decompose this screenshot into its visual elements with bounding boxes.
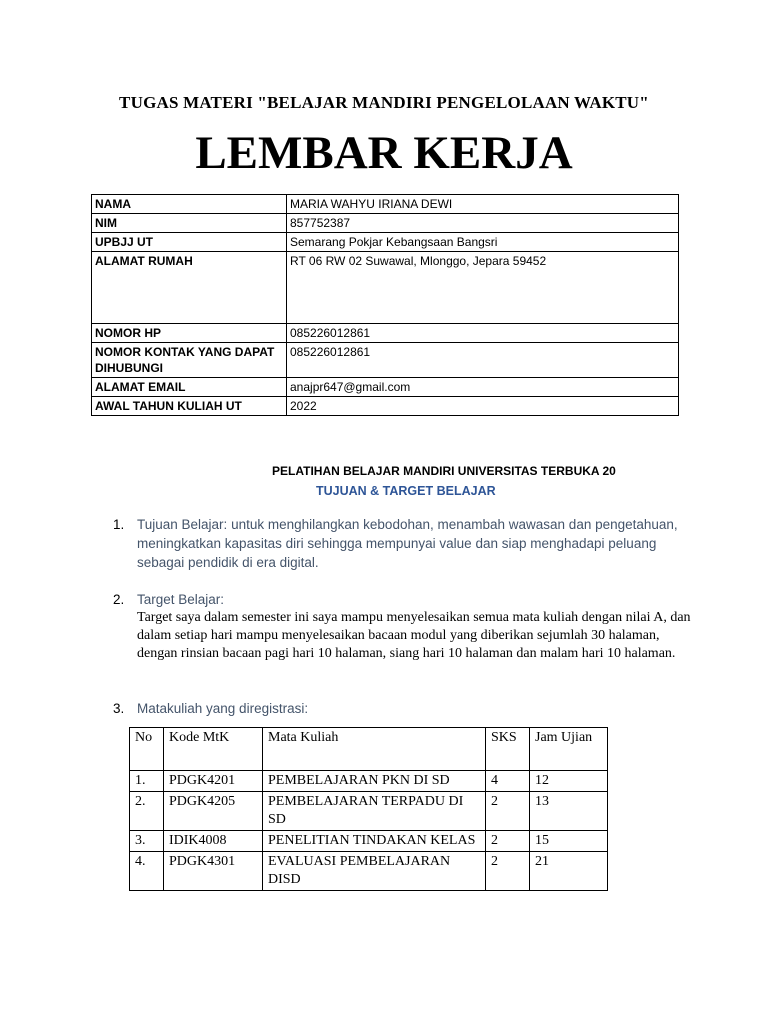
column-header-kode: Kode MtK — [164, 728, 263, 771]
table-row — [130, 792, 608, 831]
list-label: Target Belajar: — [137, 592, 225, 607]
profile-row-nama — [92, 195, 679, 214]
document-subtitle: TUGAS MATERI "BELAJAR MANDIRI PENGELOLAAN WAKTU" — [119, 93, 649, 112]
profile-label: NIM — [92, 214, 287, 233]
table-row — [130, 831, 608, 852]
profile-row-nomor-kontak — [92, 343, 679, 378]
table-header-row — [130, 728, 608, 771]
section-heading: PELATIHAN BELAJAR MANDIRI UNIVERSITAS TERBUKA 20 — [272, 464, 616, 478]
list-item-matakuliah — [113, 699, 703, 719]
list-item-tujuan — [113, 515, 703, 575]
profile-label: ALAMAT EMAIL — [92, 378, 287, 397]
profile-row-alamat-email — [92, 378, 679, 397]
document-title: LEMBAR KERJA — [195, 127, 573, 179]
table-row — [130, 771, 608, 792]
column-header-no: No — [130, 728, 164, 771]
column-header-mata-kuliah: Mata Kuliah — [263, 728, 486, 771]
list-label: Matakuliah yang diregistrasi: — [137, 701, 309, 716]
list-text: Target saya dalam semester ini saya mampu menyelesaikan semua mata kuliah dengan nilai A, dan dalam setiap hari mampu menyelesaikan bacaan modul yang diberikan sejumlah 30 halaman, dengan rinsian bacaan pagi hari 10 halaman, siang hari 10 halaman dan malam hari 10 halaman. — [137, 610, 691, 661]
cell-no: 3. — [130, 831, 164, 852]
profile-value: 085226012861 — [287, 324, 679, 343]
list-body — [137, 699, 697, 718]
profile-row-nomor-hp — [92, 324, 679, 343]
profile-row-upbjj — [92, 233, 679, 252]
profile-label: NOMOR KONTAK YANG DAPAT DIHUBUNGI — [92, 343, 287, 378]
profile-value: 085226012861 — [287, 343, 679, 378]
list-text: untuk menghilangkan kebodohan, menambah wawasan dan pengetahuan, meningkatkan kapasitas diri sehingga mempunyai value dan siap menghadapi peluang sebagai pendidik di era digital. — [137, 517, 678, 570]
cell-no: 1. — [130, 771, 164, 792]
cell-sks: 2 — [486, 852, 530, 891]
list-body — [137, 590, 697, 663]
profile-value: MARIA WAHYU IRIANA DEWI — [287, 195, 679, 214]
cell-mata-kuliah: PEMBELAJARAN TERPADU DI SD — [263, 792, 486, 831]
cell-mata-kuliah: PENELITIAN TINDAKAN KELAS — [263, 831, 486, 852]
profile-label: UPBJJ UT — [92, 233, 287, 252]
profile-row-nim — [92, 214, 679, 233]
profile-value: anajpr647@gmail.com — [287, 378, 679, 397]
courses-table — [129, 727, 608, 891]
profile-value: Semarang Pokjar Kebangsaan Bangsri — [287, 233, 679, 252]
profile-value: 2022 — [287, 397, 679, 416]
table-row — [130, 852, 608, 891]
profile-row-awal-tahun — [92, 397, 679, 416]
cell-kode: PDGK4201 — [164, 771, 263, 792]
profile-value: 857752387 — [287, 214, 679, 233]
cell-kode: PDGK4205 — [164, 792, 263, 831]
cell-mata-kuliah: PEMBELAJARAN PKN DI SD — [263, 771, 486, 792]
column-header-sks: SKS — [486, 728, 530, 771]
list-number: 2. — [113, 592, 125, 607]
cell-jam-ujian: 13 — [530, 792, 608, 831]
cell-no: 2. — [130, 792, 164, 831]
profile-row-alamat-rumah — [92, 252, 679, 324]
profile-table — [91, 194, 679, 416]
cell-kode: IDIK4008 — [164, 831, 263, 852]
section-subheading: TUJUAN & TARGET BELAJAR — [316, 484, 496, 498]
profile-label: NOMOR HP — [92, 324, 287, 343]
profile-label: ALAMAT RUMAH — [92, 252, 287, 324]
cell-sks: 4 — [486, 771, 530, 792]
cell-mata-kuliah: EVALUASI PEMBELAJARAN DISD — [263, 852, 486, 891]
list-number: 1. — [113, 517, 125, 532]
column-header-jam-ujian: Jam Ujian — [530, 728, 608, 771]
cell-jam-ujian: 21 — [530, 852, 608, 891]
list-number: 3. — [113, 701, 125, 716]
cell-jam-ujian: 15 — [530, 831, 608, 852]
cell-jam-ujian: 12 — [530, 771, 608, 792]
list-item-target — [113, 590, 703, 682]
list-body — [137, 515, 697, 572]
list-label: Tujuan Belajar: — [137, 517, 228, 532]
cell-kode: PDGK4301 — [164, 852, 263, 891]
cell-sks: 2 — [486, 792, 530, 831]
cell-sks: 2 — [486, 831, 530, 852]
profile-label: NAMA — [92, 195, 287, 214]
profile-label: AWAL TAHUN KULIAH UT — [92, 397, 287, 416]
profile-value: RT 06 RW 02 Suwawal, Mlonggo, Jepara 59452 — [287, 252, 679, 324]
cell-no: 4. — [130, 852, 164, 891]
